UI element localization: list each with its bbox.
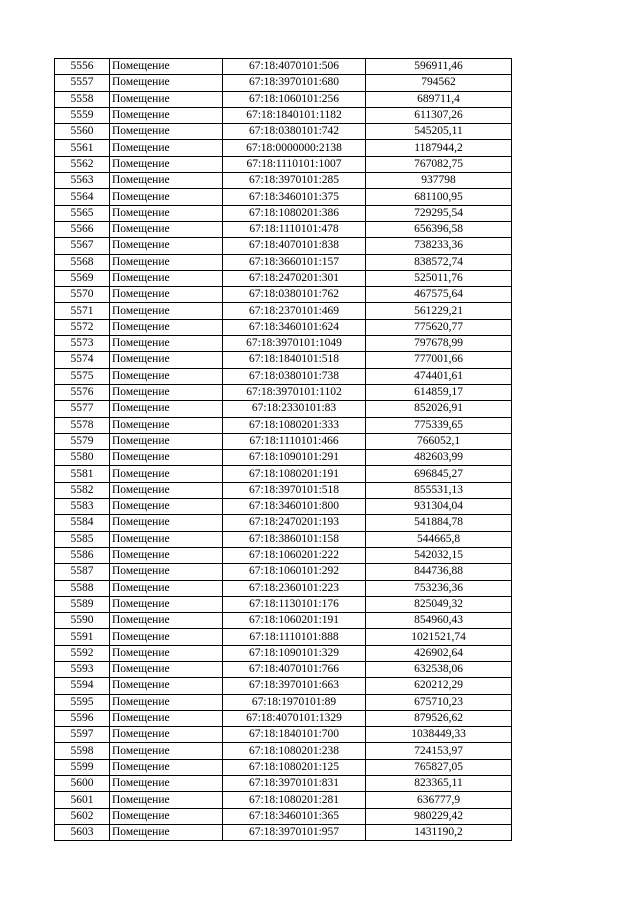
- cadastral-number-cell: 67:18:0380101:738: [223, 368, 366, 384]
- cadastral-number-cell: 67:18:3660101:157: [223, 254, 366, 270]
- cadastral-number-cell: 67:18:2370101:469: [223, 303, 366, 319]
- object-type-cell: Помещение: [110, 531, 223, 547]
- table-row: [55, 661, 512, 677]
- table-row: [55, 499, 512, 515]
- row-number-cell: 5581: [55, 466, 110, 482]
- object-type-cell: Помещение: [110, 107, 223, 123]
- table-row: [55, 368, 512, 384]
- row-number-cell: 5572: [55, 319, 110, 335]
- cadastral-number-cell: 67:18:3970101:831: [223, 776, 366, 792]
- object-type-cell: Помещение: [110, 254, 223, 270]
- cadastral-value-cell: 838572,74: [366, 254, 512, 270]
- object-type-cell: Помещение: [110, 173, 223, 189]
- cadastral-number-cell: 67:18:1110101:1007: [223, 156, 366, 172]
- cadastral-value-cell: 620212,29: [366, 678, 512, 694]
- cadastral-value-cell: 724153,97: [366, 743, 512, 759]
- cadastral-value-cell: 525011,76: [366, 270, 512, 286]
- cadastral-number-cell: 67:18:1080201:125: [223, 759, 366, 775]
- table-row: [55, 776, 512, 792]
- cadastral-value-cell: 467575,64: [366, 287, 512, 303]
- object-type-cell: Помещение: [110, 727, 223, 743]
- cadastral-value-cell: 632538,06: [366, 661, 512, 677]
- cadastral-number-cell: 67:18:1090101:291: [223, 450, 366, 466]
- object-type-cell: Помещение: [110, 792, 223, 808]
- object-type-cell: Помещение: [110, 645, 223, 661]
- cadastral-number-cell: 67:18:3970101:518: [223, 482, 366, 498]
- row-number-cell: 5602: [55, 808, 110, 824]
- cadastral-number-cell: 67:18:1110101:466: [223, 433, 366, 449]
- table-row: [55, 221, 512, 237]
- object-type-cell: Помещение: [110, 596, 223, 612]
- cadastral-value-cell: 1431190,2: [366, 824, 512, 840]
- table-row: [55, 91, 512, 107]
- cadastral-value-cell: 614859,17: [366, 384, 512, 400]
- cadastral-value-cell: 542032,15: [366, 547, 512, 563]
- row-number-cell: 5560: [55, 124, 110, 140]
- table-row: [55, 319, 512, 335]
- table-row: [55, 580, 512, 596]
- row-number-cell: 5599: [55, 759, 110, 775]
- cadastral-value-cell: 1021521,74: [366, 629, 512, 645]
- object-type-cell: Помещение: [110, 515, 223, 531]
- cadastral-value-cell: 825049,32: [366, 596, 512, 612]
- cadastral-value-cell: 931304,04: [366, 499, 512, 515]
- cadastral-value-cell: 823365,11: [366, 776, 512, 792]
- cadastral-value-cell: 696845,27: [366, 466, 512, 482]
- object-type-cell: Помещение: [110, 759, 223, 775]
- object-type-cell: Помещение: [110, 303, 223, 319]
- row-number-cell: 5571: [55, 303, 110, 319]
- cadastral-number-cell: 67:18:1060101:292: [223, 564, 366, 580]
- table-row: [55, 417, 512, 433]
- object-type-cell: Помещение: [110, 238, 223, 254]
- cadastral-value-cell: 775620,77: [366, 319, 512, 335]
- table-row: [55, 140, 512, 156]
- table-row: [55, 173, 512, 189]
- row-number-cell: 5562: [55, 156, 110, 172]
- table-row: [55, 678, 512, 694]
- row-number-cell: 5570: [55, 287, 110, 303]
- row-number-cell: 5591: [55, 629, 110, 645]
- row-number-cell: 5584: [55, 515, 110, 531]
- row-number-cell: 5595: [55, 694, 110, 710]
- table-row: [55, 727, 512, 743]
- object-type-cell: Помещение: [110, 629, 223, 645]
- cadastral-value-cell: 797678,99: [366, 336, 512, 352]
- object-type-cell: Помещение: [110, 140, 223, 156]
- cadastral-value-cell: 681100,95: [366, 189, 512, 205]
- cadastral-value-cell: 675710,23: [366, 694, 512, 710]
- cadastral-value-cell: 561229,21: [366, 303, 512, 319]
- row-number-cell: 5578: [55, 417, 110, 433]
- row-number-cell: 5579: [55, 433, 110, 449]
- row-number-cell: 5567: [55, 238, 110, 254]
- row-number-cell: 5576: [55, 384, 110, 400]
- cadastral-number-cell: 67:18:3970101:663: [223, 678, 366, 694]
- cadastral-value-cell: 545205,11: [366, 124, 512, 140]
- cadastral-number-cell: 67:18:3970101:285: [223, 173, 366, 189]
- object-type-cell: Помещение: [110, 189, 223, 205]
- row-number-cell: 5597: [55, 727, 110, 743]
- table-row: [55, 482, 512, 498]
- cadastral-value-cell: 855531,13: [366, 482, 512, 498]
- cadastral-value-cell: 844736,88: [366, 564, 512, 580]
- table-row: [55, 743, 512, 759]
- cadastral-value-cell: 738233,36: [366, 238, 512, 254]
- table-row: [55, 792, 512, 808]
- table-row: [55, 401, 512, 417]
- object-type-cell: Помещение: [110, 743, 223, 759]
- object-type-cell: Помещение: [110, 433, 223, 449]
- table-row: [55, 759, 512, 775]
- object-type-cell: Помещение: [110, 580, 223, 596]
- table-row: [55, 254, 512, 270]
- row-number-cell: 5594: [55, 678, 110, 694]
- cadastral-value-cell: 636777,9: [366, 792, 512, 808]
- cadastral-number-cell: 67:18:3860101:158: [223, 531, 366, 547]
- cadastral-number-cell: 67:18:4070101:766: [223, 661, 366, 677]
- table-row: [55, 270, 512, 286]
- table-row: [55, 645, 512, 661]
- cadastral-number-cell: 67:18:3460101:800: [223, 499, 366, 515]
- cadastral-value-cell: 854960,43: [366, 613, 512, 629]
- cadastral-number-cell: 67:18:0380101:742: [223, 124, 366, 140]
- row-number-cell: 5586: [55, 547, 110, 563]
- registry-table-body: [55, 59, 512, 841]
- row-number-cell: 5588: [55, 580, 110, 596]
- object-type-cell: Помещение: [110, 678, 223, 694]
- cadastral-value-cell: 765827,05: [366, 759, 512, 775]
- object-type-cell: Помещение: [110, 287, 223, 303]
- row-number-cell: 5577: [55, 401, 110, 417]
- object-type-cell: Помещение: [110, 59, 223, 75]
- table-row: [55, 352, 512, 368]
- cadastral-number-cell: 67:18:2470201:193: [223, 515, 366, 531]
- cadastral-value-cell: 980229,42: [366, 808, 512, 824]
- object-type-cell: Помещение: [110, 547, 223, 563]
- cadastral-number-cell: 67:18:1080201:281: [223, 792, 366, 808]
- row-number-cell: 5589: [55, 596, 110, 612]
- object-type-cell: Помещение: [110, 368, 223, 384]
- row-number-cell: 5566: [55, 221, 110, 237]
- cadastral-number-cell: 67:18:1080201:333: [223, 417, 366, 433]
- cadastral-number-cell: 67:18:4070101:838: [223, 238, 366, 254]
- object-type-cell: Помещение: [110, 91, 223, 107]
- row-number-cell: 5564: [55, 189, 110, 205]
- cadastral-number-cell: 67:18:2360101:223: [223, 580, 366, 596]
- cadastral-value-cell: 777001,66: [366, 352, 512, 368]
- cadastral-value-cell: 753236,36: [366, 580, 512, 596]
- object-type-cell: Помещение: [110, 417, 223, 433]
- cadastral-number-cell: 67:18:1060101:256: [223, 91, 366, 107]
- object-type-cell: Помещение: [110, 401, 223, 417]
- row-number-cell: 5600: [55, 776, 110, 792]
- object-type-cell: Помещение: [110, 124, 223, 140]
- table-row: [55, 824, 512, 840]
- table-row: [55, 710, 512, 726]
- row-number-cell: 5596: [55, 710, 110, 726]
- table-row: [55, 384, 512, 400]
- row-number-cell: 5590: [55, 613, 110, 629]
- object-type-cell: Помещение: [110, 808, 223, 824]
- row-number-cell: 5603: [55, 824, 110, 840]
- object-type-cell: Помещение: [110, 466, 223, 482]
- row-number-cell: 5582: [55, 482, 110, 498]
- row-number-cell: 5568: [55, 254, 110, 270]
- cadastral-value-cell: 879526,62: [366, 710, 512, 726]
- cadastral-value-cell: 766052,1: [366, 433, 512, 449]
- table-row: [55, 75, 512, 91]
- object-type-cell: Помещение: [110, 564, 223, 580]
- table-row: [55, 564, 512, 580]
- cadastral-number-cell: 67:18:3460101:624: [223, 319, 366, 335]
- table-row: [55, 205, 512, 221]
- cadastral-number-cell: 67:18:1840101:518: [223, 352, 366, 368]
- cadastral-number-cell: 67:18:1080201:386: [223, 205, 366, 221]
- cadastral-value-cell: 541884,78: [366, 515, 512, 531]
- table-row: [55, 694, 512, 710]
- cadastral-number-cell: 67:18:1060201:191: [223, 613, 366, 629]
- row-number-cell: 5592: [55, 645, 110, 661]
- cadastral-number-cell: 67:18:3970101:1102: [223, 384, 366, 400]
- object-type-cell: Помещение: [110, 450, 223, 466]
- row-number-cell: 5575: [55, 368, 110, 384]
- table-row: [55, 450, 512, 466]
- cadastral-value-cell: 1038449,33: [366, 727, 512, 743]
- row-number-cell: 5559: [55, 107, 110, 123]
- object-type-cell: Помещение: [110, 613, 223, 629]
- row-number-cell: 5573: [55, 336, 110, 352]
- cadastral-number-cell: 67:18:1840101:1182: [223, 107, 366, 123]
- table-row: [55, 107, 512, 123]
- table-row: [55, 547, 512, 563]
- cadastral-number-cell: 67:18:1110101:888: [223, 629, 366, 645]
- row-number-cell: 5598: [55, 743, 110, 759]
- row-number-cell: 5563: [55, 173, 110, 189]
- cadastral-number-cell: 67:18:2330101:83: [223, 401, 366, 417]
- row-number-cell: 5583: [55, 499, 110, 515]
- table-row: [55, 596, 512, 612]
- table-row: [55, 808, 512, 824]
- object-type-cell: Помещение: [110, 205, 223, 221]
- object-type-cell: Помещение: [110, 776, 223, 792]
- cadastral-value-cell: 852026,91: [366, 401, 512, 417]
- row-number-cell: 5558: [55, 91, 110, 107]
- row-number-cell: 5580: [55, 450, 110, 466]
- cadastral-number-cell: 67:18:1090101:329: [223, 645, 366, 661]
- table-row: [55, 433, 512, 449]
- object-type-cell: Помещение: [110, 824, 223, 840]
- cadastral-number-cell: 67:18:3970101:1049: [223, 336, 366, 352]
- table-row: [55, 466, 512, 482]
- cadastral-value-cell: 656396,58: [366, 221, 512, 237]
- object-type-cell: Помещение: [110, 319, 223, 335]
- cadastral-value-cell: 596911,46: [366, 59, 512, 75]
- cadastral-value-cell: 775339,65: [366, 417, 512, 433]
- row-number-cell: 5556: [55, 59, 110, 75]
- object-type-cell: Помещение: [110, 336, 223, 352]
- cadastral-value-cell: 474401,61: [366, 368, 512, 384]
- table-row: [55, 336, 512, 352]
- cadastral-number-cell: 67:18:3460101:375: [223, 189, 366, 205]
- object-type-cell: Помещение: [110, 499, 223, 515]
- cadastral-number-cell: 67:18:1080201:238: [223, 743, 366, 759]
- cadastral-value-cell: 767082,75: [366, 156, 512, 172]
- cadastral-value-cell: 689711,4: [366, 91, 512, 107]
- cadastral-number-cell: 67:18:4070101:1329: [223, 710, 366, 726]
- cadastral-number-cell: 67:18:0000000:2138: [223, 140, 366, 156]
- cadastral-number-cell: 67:18:2470201:301: [223, 270, 366, 286]
- row-number-cell: 5593: [55, 661, 110, 677]
- row-number-cell: 5585: [55, 531, 110, 547]
- cadastral-value-cell: 794562: [366, 75, 512, 91]
- object-type-cell: Помещение: [110, 156, 223, 172]
- cadastral-value-cell: 937798: [366, 173, 512, 189]
- cadastral-value-cell: 544665,8: [366, 531, 512, 547]
- cadastral-number-cell: 67:18:1080201:191: [223, 466, 366, 482]
- cadastral-number-cell: 67:18:3970101:680: [223, 75, 366, 91]
- object-type-cell: Помещение: [110, 352, 223, 368]
- cadastral-value-cell: 729295,54: [366, 205, 512, 221]
- object-type-cell: Помещение: [110, 694, 223, 710]
- cadastral-number-cell: 67:18:1970101:89: [223, 694, 366, 710]
- cadastral-value-cell: 426902,64: [366, 645, 512, 661]
- table-row: [55, 531, 512, 547]
- cadastral-number-cell: 67:18:1130101:176: [223, 596, 366, 612]
- cadastral-number-cell: 67:18:3970101:957: [223, 824, 366, 840]
- table-row: [55, 629, 512, 645]
- row-number-cell: 5561: [55, 140, 110, 156]
- cadastral-number-cell: 67:18:1840101:700: [223, 727, 366, 743]
- object-type-cell: Помещение: [110, 221, 223, 237]
- row-number-cell: 5569: [55, 270, 110, 286]
- object-type-cell: Помещение: [110, 270, 223, 286]
- table-row: [55, 238, 512, 254]
- table-row: [55, 515, 512, 531]
- table-row: [55, 303, 512, 319]
- row-number-cell: 5565: [55, 205, 110, 221]
- object-type-cell: Помещение: [110, 661, 223, 677]
- row-number-cell: 5574: [55, 352, 110, 368]
- row-number-cell: 5587: [55, 564, 110, 580]
- table-row: [55, 287, 512, 303]
- object-type-cell: Помещение: [110, 482, 223, 498]
- table-row: [55, 59, 512, 75]
- cadastral-value-cell: 1187944,2: [366, 140, 512, 156]
- row-number-cell: 5557: [55, 75, 110, 91]
- object-type-cell: Помещение: [110, 710, 223, 726]
- cadastral-number-cell: 67:18:1110101:478: [223, 221, 366, 237]
- row-number-cell: 5601: [55, 792, 110, 808]
- cadastral-number-cell: 67:18:4070101:506: [223, 59, 366, 75]
- object-type-cell: Помещение: [110, 75, 223, 91]
- table-row: [55, 189, 512, 205]
- table-row: [55, 613, 512, 629]
- cadastral-number-cell: 67:18:0380101:762: [223, 287, 366, 303]
- table-row: [55, 156, 512, 172]
- registry-table: [54, 58, 512, 841]
- cadastral-value-cell: 482603,99: [366, 450, 512, 466]
- cadastral-value-cell: 611307,26: [366, 107, 512, 123]
- table-row: [55, 124, 512, 140]
- cadastral-number-cell: 67:18:3460101:365: [223, 808, 366, 824]
- object-type-cell: Помещение: [110, 384, 223, 400]
- cadastral-number-cell: 67:18:1060201:222: [223, 547, 366, 563]
